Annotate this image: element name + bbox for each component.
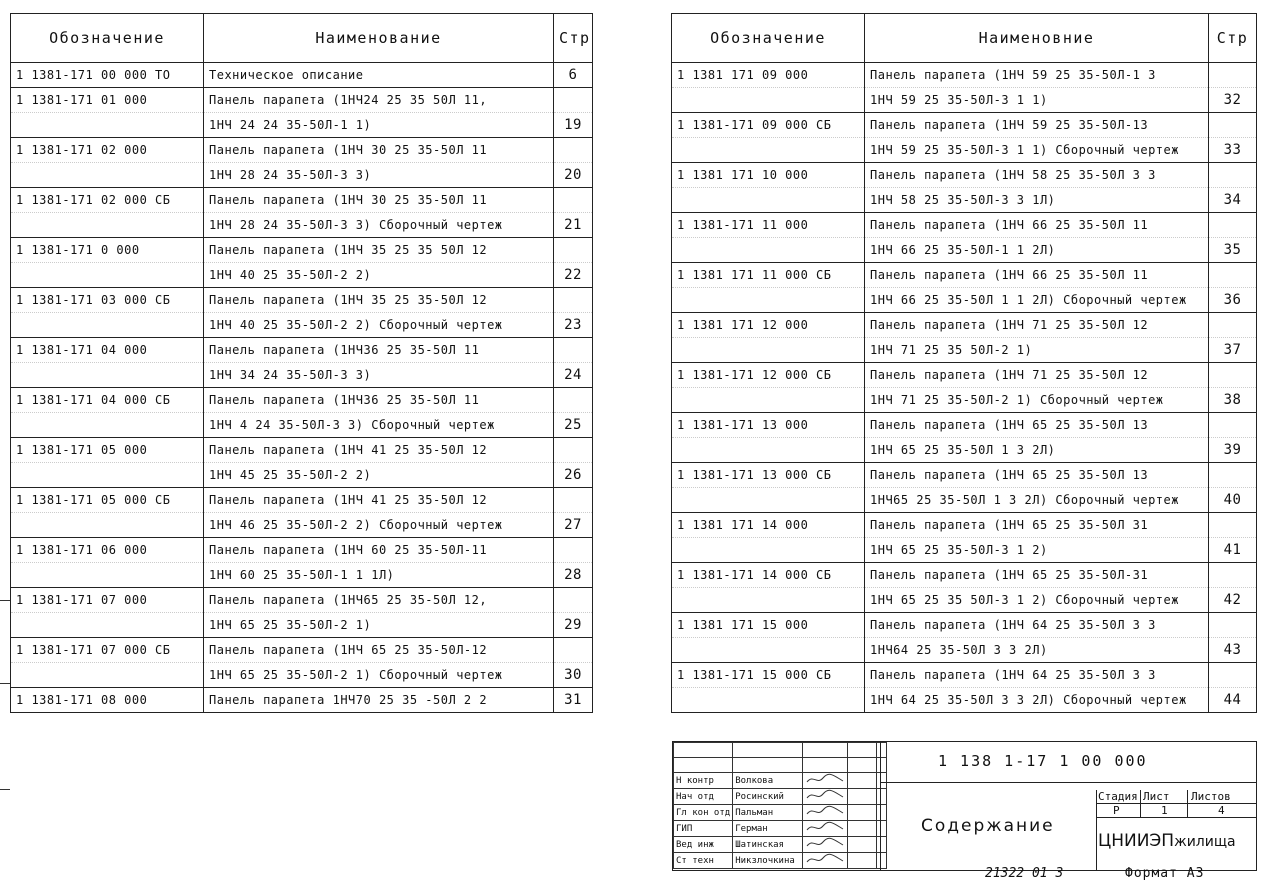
row-designation: 1 1381 171 12 000: [672, 313, 865, 338]
row-name-line: 1НЧ 65 25 35-50Л-2 1) Сборочный чертеж: [204, 663, 554, 688]
row-designation-empty: [672, 688, 865, 713]
row-designation: 1 1381 171 15 000: [672, 613, 865, 638]
stage-label: Стадия: [1098, 790, 1138, 803]
table-row: [672, 613, 1257, 638]
column-header-designation: Обозначение: [672, 14, 865, 63]
row-designation: 1 1381-171 0 000: [11, 238, 204, 263]
signature-cell: [877, 743, 887, 758]
row-page: 40: [1209, 488, 1257, 513]
row-page: [1209, 113, 1257, 138]
row-designation: 1 1381 171 11 000 СБ: [672, 263, 865, 288]
table-row: [672, 663, 1257, 688]
margin-tick: [0, 683, 10, 684]
row-name-line: 1НЧ 46 25 35-50Л-2 2) Сборочный чертеж: [204, 513, 554, 538]
row-designation-empty: [672, 538, 865, 563]
row-page: [1209, 463, 1257, 488]
row-page: 27: [554, 513, 593, 538]
row-page: 35: [1209, 238, 1257, 263]
row-page: [554, 438, 593, 463]
sheet-value: 1: [1161, 804, 1168, 817]
signature-row-blank: [674, 758, 887, 773]
row-page: [554, 538, 593, 563]
signature-row: [674, 789, 887, 805]
row-name-line: Панель парапета (1НЧ 71 25 35-50Л 12: [865, 363, 1209, 388]
row-page: [554, 88, 593, 113]
row-name-line: 1НЧ65 25 35-50Л 1 3 2Л) Сборочный чертеж: [865, 488, 1209, 513]
row-designation: 1 1381-171 00 000 ТО: [11, 63, 204, 88]
row-designation-empty: [672, 388, 865, 413]
signature-date: [848, 821, 877, 837]
row-page: 28: [554, 563, 593, 588]
row-page: 23: [554, 313, 593, 338]
row-designation: 1 1381-171 12 000 СБ: [672, 363, 865, 388]
row-name-line: 1НЧ 65 25 35-50Л-2 1): [204, 613, 554, 638]
row-page: 33: [1209, 138, 1257, 163]
row-name-line: Панель парапета (1НЧ 65 25 35-50Л 13: [865, 463, 1209, 488]
handwritten-signature: [803, 821, 848, 837]
signature-name: Шатинская: [733, 837, 803, 853]
row-name-line: 1НЧ 45 25 35-50Л-2 2): [204, 463, 554, 488]
document-title: Содержание: [921, 816, 1055, 836]
row-name-line: 1НЧ 65 25 35-50Л-3 1 2): [865, 538, 1209, 563]
row-page: 41: [1209, 538, 1257, 563]
signature-cell: [877, 789, 887, 805]
signature-date: [848, 837, 877, 853]
row-name-line: Панель парапета (1НЧ 58 25 35-50Л 3 3: [865, 163, 1209, 188]
table-row: [672, 263, 1257, 288]
row-designation: 1 1381-171 05 000 СБ: [11, 488, 204, 513]
row-page: [554, 488, 593, 513]
signature-date: [848, 773, 877, 789]
row-page: [1209, 63, 1257, 88]
row-designation-empty: [11, 563, 204, 588]
signature-cell: [733, 743, 803, 758]
row-name-line: Панель парапета (1НЧ 71 25 35-50Л 12: [865, 313, 1209, 338]
table-row: [11, 538, 593, 563]
signature-date: [848, 805, 877, 821]
column-header-designation: Обозначение: [11, 14, 204, 63]
row-name-line: 1НЧ 66 25 35-50Л 1 1 2Л) Сборочный чертеж: [865, 288, 1209, 313]
handwritten-signature: [803, 805, 848, 821]
row-page: [554, 188, 593, 213]
row-name-line: Панель парапета (1НЧ 64 25 35-50Л 3 3: [865, 613, 1209, 638]
row-name-line: 1НЧ 65 25 35 50Л-3 1 2) Сборочный чертеж: [865, 588, 1209, 613]
row-designation-empty: [11, 213, 204, 238]
row-name-line: Панель парапета (1НЧ 65 25 35-50Л-31: [865, 563, 1209, 588]
row-page: [554, 338, 593, 363]
table-row-continuation: [11, 463, 593, 488]
sheet-label: Лист: [1143, 790, 1170, 803]
row-page: [1209, 263, 1257, 288]
table-row-continuation: [11, 513, 593, 538]
row-designation-empty: [11, 263, 204, 288]
handwritten-signature: [803, 853, 848, 869]
row-name-line: Панель парапета (1НЧ 59 25 35-50Л-1 3: [865, 63, 1209, 88]
row-name-line: 1НЧ 60 25 35-50Л-1 1 1Л): [204, 563, 554, 588]
table-row-continuation: [672, 138, 1257, 163]
row-designation-empty: [11, 163, 204, 188]
row-designation: 1 1381 171 14 000: [672, 513, 865, 538]
row-designation: 1 1381 171 09 000: [672, 63, 865, 88]
row-designation: 1 1381-171 04 000: [11, 338, 204, 363]
row-designation: 1 1381-171 03 000 СБ: [11, 288, 204, 313]
row-designation-empty: [11, 413, 204, 438]
row-designation-empty: [672, 338, 865, 363]
table-row: [672, 563, 1257, 588]
row-name-line: Панель парапета 1НЧ70 25 35 -50Л 2 2: [204, 688, 554, 713]
row-page: 20: [554, 163, 593, 188]
stage-value: Р: [1113, 804, 1120, 817]
row-name-line: Панель парапета (1НЧ24 25 35 50Л 11,: [204, 88, 554, 113]
row-designation: 1 1381-171 04 000 СБ: [11, 388, 204, 413]
row-page: 37: [1209, 338, 1257, 363]
row-page: [1209, 313, 1257, 338]
title-block: [672, 741, 1257, 871]
row-designation-empty: [672, 88, 865, 113]
document-code: 1 138 1-17 1 00 000: [938, 752, 1148, 770]
row-name-line: 1НЧ 4 24 35-50Л-3 3) Сборочный чертеж: [204, 413, 554, 438]
row-page: 36: [1209, 288, 1257, 313]
row-page: 19: [554, 113, 593, 138]
table-row-continuation: [672, 688, 1257, 713]
row-name-line: Панель парапета (1НЧ 30 25 35-50Л 11: [204, 138, 554, 163]
archive-number: 21322 01 3: [985, 866, 1064, 881]
row-name-line: 1НЧ 40 25 35-50Л-2 2) Сборочный чертеж: [204, 313, 554, 338]
row-designation: 1 1381-171 15 000 СБ: [672, 663, 865, 688]
column-header-page: Стр: [554, 14, 593, 63]
row-page: [1209, 513, 1257, 538]
row-designation: 1 1381-171 08 000: [11, 688, 204, 713]
signature-role: ГИП: [674, 821, 733, 837]
row-designation-empty: [11, 363, 204, 388]
signature-row: [674, 773, 887, 789]
signature-name: Пальман: [733, 805, 803, 821]
row-page: 32: [1209, 88, 1257, 113]
row-page: 22: [554, 263, 593, 288]
signature-date: [848, 853, 877, 869]
row-designation-empty: [672, 188, 865, 213]
signature-cell: [877, 853, 887, 869]
table-row-continuation: [11, 413, 593, 438]
table-row: [11, 688, 593, 713]
row-page: [1209, 163, 1257, 188]
row-page: [554, 138, 593, 163]
table-row-continuation: [672, 438, 1257, 463]
row-designation-empty: [11, 313, 204, 338]
row-name-line: 1НЧ 24 24 35-50Л-1 1): [204, 113, 554, 138]
table-row: [11, 238, 593, 263]
signature-name: Росинский: [733, 789, 803, 805]
row-name-line: Техническое описание: [204, 63, 554, 88]
column-header-page: Стр: [1209, 14, 1257, 63]
row-name-line: Панель парапета (1НЧ 66 25 35-50Л 11: [865, 213, 1209, 238]
table-row: [11, 63, 593, 88]
row-name-line: Панель парапета (1НЧ65 25 35-50Л 12,: [204, 588, 554, 613]
row-name-line: 1НЧ 65 25 35-50Л 1 3 2Л): [865, 438, 1209, 463]
row-designation: 1 1381-171 05 000: [11, 438, 204, 463]
signature-grid: [673, 742, 887, 869]
row-page: [1209, 363, 1257, 388]
row-name-line: Панель парапета (1НЧ 35 25 35 50Л 12: [204, 238, 554, 263]
row-name-line: Панель парапета (1НЧ 59 25 35-50Л-13: [865, 113, 1209, 138]
row-name-line: 1НЧ 28 24 35-50Л-3 3) Сборочный чертеж: [204, 213, 554, 238]
row-name-line: Панель парапета (1НЧ 60 25 35-50Л-11: [204, 538, 554, 563]
row-page: 6: [554, 63, 593, 88]
signature-date: [848, 789, 877, 805]
table-row-continuation: [672, 488, 1257, 513]
signature-name: Волкова: [733, 773, 803, 789]
table-row: [672, 363, 1257, 388]
signature-cell: [803, 743, 848, 758]
table-row: [11, 188, 593, 213]
row-name-line: 1НЧ 71 25 35 50Л-2 1): [865, 338, 1209, 363]
table-row-continuation: [11, 263, 593, 288]
organization-name: ЦНИИЭПжилища: [1098, 831, 1236, 851]
row-page: 34: [1209, 188, 1257, 213]
row-designation-empty: [672, 288, 865, 313]
row-page: 38: [1209, 388, 1257, 413]
row-designation-empty: [672, 638, 865, 663]
margin-tick: [0, 789, 10, 790]
row-name-line: 1НЧ 40 25 35-50Л-2 2): [204, 263, 554, 288]
row-designation: 1 1381-171 14 000 СБ: [672, 563, 865, 588]
table-row-continuation: [672, 238, 1257, 263]
row-designation-empty: [11, 513, 204, 538]
row-page: [554, 588, 593, 613]
table-row-continuation: [672, 88, 1257, 113]
table-row: [672, 313, 1257, 338]
row-page: 21: [554, 213, 593, 238]
table-row-continuation: [672, 288, 1257, 313]
signature-name: Никзлочкина: [733, 853, 803, 869]
signature-cell: [877, 773, 887, 789]
contents-table-right: [671, 13, 1257, 713]
table-row: [672, 163, 1257, 188]
row-designation-empty: [672, 588, 865, 613]
row-designation-empty: [672, 488, 865, 513]
row-designation-empty: [672, 438, 865, 463]
table-row: [11, 338, 593, 363]
signature-cell: [848, 758, 877, 773]
table-row-continuation: [11, 313, 593, 338]
row-name-line: 1НЧ 28 24 35-50Л-3 3): [204, 163, 554, 188]
row-designation: 1 1381-171 13 000 СБ: [672, 463, 865, 488]
signature-name: Герман: [733, 821, 803, 837]
signature-cell: [803, 758, 848, 773]
row-page: 39: [1209, 438, 1257, 463]
row-name-line: 1НЧ 66 25 35-50Л-1 1 2Л): [865, 238, 1209, 263]
table-row: [11, 488, 593, 513]
row-page: 26: [554, 463, 593, 488]
signature-row-blank: [674, 743, 887, 758]
table-row-continuation: [672, 638, 1257, 663]
row-page: 29: [554, 613, 593, 638]
signature-cell: [877, 821, 887, 837]
row-designation: 1 1381-171 02 000: [11, 138, 204, 163]
row-designation-empty: [11, 663, 204, 688]
table-row: [672, 113, 1257, 138]
row-page: 24: [554, 363, 593, 388]
row-name-line: Панель парапета (1НЧ36 25 35-50Л 11: [204, 338, 554, 363]
table-row: [672, 213, 1257, 238]
table-row-continuation: [672, 388, 1257, 413]
table-row-continuation: [11, 363, 593, 388]
row-name-line: 1НЧ 34 24 35-50Л-3 3): [204, 363, 554, 388]
signature-role: Гл кон отд: [674, 805, 733, 821]
table-row-continuation: [11, 213, 593, 238]
handwritten-signature: [803, 773, 848, 789]
row-name-line: Панель парапета (1НЧ 65 25 35-50Л 31: [865, 513, 1209, 538]
row-name-line: 1НЧ 59 25 35-50Л-3 1 1) Сборочный чертеж: [865, 138, 1209, 163]
row-page: [1209, 213, 1257, 238]
signature-role: Н контр: [674, 773, 733, 789]
margin-tick: [0, 600, 10, 601]
signature-cell: [733, 758, 803, 773]
row-page: 44: [1209, 688, 1257, 713]
row-name-line: Панель парапета (1НЧ 66 25 35-50Л 11: [865, 263, 1209, 288]
row-page: [554, 638, 593, 663]
table-row: [11, 438, 593, 463]
signature-row: [674, 853, 887, 869]
table-row-continuation: [11, 613, 593, 638]
signature-cell: [674, 743, 733, 758]
row-designation: 1 1381-171 09 000 СБ: [672, 113, 865, 138]
row-name-line: 1НЧ 71 25 35-50Л-2 1) Сборочный чертеж: [865, 388, 1209, 413]
row-page: [554, 288, 593, 313]
row-name-line: Панель парапета (1НЧ 30 25 35-50Л 11: [204, 188, 554, 213]
table-row-continuation: [11, 663, 593, 688]
row-name-line: Панель парапета (1НЧ 35 25 35-50Л 12: [204, 288, 554, 313]
row-name-line: 1НЧ 59 25 35-50Л-3 1 1): [865, 88, 1209, 113]
row-name-line: 1НЧ 58 25 35-50Л-3 3 1Л): [865, 188, 1209, 213]
row-page: 31: [554, 688, 593, 713]
row-designation: 1 1381-171 07 000: [11, 588, 204, 613]
sheets-value: 4: [1218, 804, 1225, 817]
table-row-continuation: [672, 338, 1257, 363]
table-row: [11, 588, 593, 613]
signature-role: Нач отд: [674, 789, 733, 805]
row-designation: 1 1381 171 10 000: [672, 163, 865, 188]
signature-cell: [848, 743, 877, 758]
contents-table-left: [10, 13, 593, 713]
signature-role: Вед инж: [674, 837, 733, 853]
row-designation: 1 1381-171 11 000: [672, 213, 865, 238]
table-row-continuation: [672, 538, 1257, 563]
table-row: [11, 138, 593, 163]
table-row: [11, 388, 593, 413]
signature-cell: [877, 758, 887, 773]
row-name-line: Панель парапета (1НЧ36 25 35-50Л 11: [204, 388, 554, 413]
signature-cell: [877, 837, 887, 853]
row-page: [1209, 563, 1257, 588]
row-designation-empty: [11, 463, 204, 488]
table-row: [11, 288, 593, 313]
signature-cell: [674, 758, 733, 773]
column-header-name: Наименовние: [865, 14, 1209, 63]
row-designation-empty: [11, 113, 204, 138]
handwritten-signature: [803, 837, 848, 853]
row-page: [1209, 663, 1257, 688]
sheets-label: Листов: [1191, 790, 1231, 803]
sheet-format: Формат А3: [1125, 866, 1205, 881]
signature-cell: [877, 805, 887, 821]
row-page: [1209, 613, 1257, 638]
row-name-line: Панель парапета (1НЧ 41 25 35-50Л 12: [204, 488, 554, 513]
table-row: [672, 463, 1257, 488]
signature-row: [674, 837, 887, 853]
row-page: 42: [1209, 588, 1257, 613]
table-row-continuation: [11, 563, 593, 588]
row-name-line: 1НЧ 64 25 35-50Л 3 3 2Л) Сборочный чертеж: [865, 688, 1209, 713]
row-name-line: Панель парапета (1НЧ 41 25 35-50Л 12: [204, 438, 554, 463]
handwritten-signature: [803, 789, 848, 805]
row-designation: 1 1381-171 13 000: [672, 413, 865, 438]
table-row-continuation: [672, 188, 1257, 213]
table-row-continuation: [672, 588, 1257, 613]
table-row: [672, 513, 1257, 538]
row-page: 30: [554, 663, 593, 688]
row-designation: 1 1381-171 01 000: [11, 88, 204, 113]
row-designation: 1 1381-171 07 000 СБ: [11, 638, 204, 663]
row-name-line: Панель парапета (1НЧ 64 25 35-50Л 3 3: [865, 663, 1209, 688]
row-name-line: 1НЧ64 25 35-50Л 3 3 2Л): [865, 638, 1209, 663]
signature-row: [674, 821, 887, 837]
row-name-line: Панель парапета (1НЧ 65 25 35-50Л-12: [204, 638, 554, 663]
table-row: [11, 638, 593, 663]
table-row: [11, 88, 593, 113]
table-row: [672, 63, 1257, 88]
row-designation-empty: [11, 613, 204, 638]
row-designation-empty: [672, 238, 865, 263]
table-row: [672, 413, 1257, 438]
row-page: 43: [1209, 638, 1257, 663]
row-page: [1209, 413, 1257, 438]
row-designation: 1 1381-171 06 000: [11, 538, 204, 563]
row-page: [554, 388, 593, 413]
table-row-continuation: [11, 113, 593, 138]
row-designation: 1 1381-171 02 000 СБ: [11, 188, 204, 213]
table-row-continuation: [11, 163, 593, 188]
row-page: [554, 238, 593, 263]
signature-row: [674, 805, 887, 821]
row-designation-empty: [672, 138, 865, 163]
row-name-line: Панель парапета (1НЧ 65 25 35-50Л 13: [865, 413, 1209, 438]
signature-role: Ст техн: [674, 853, 733, 869]
row-page: 25: [554, 413, 593, 438]
column-header-name: Наименование: [204, 14, 554, 63]
